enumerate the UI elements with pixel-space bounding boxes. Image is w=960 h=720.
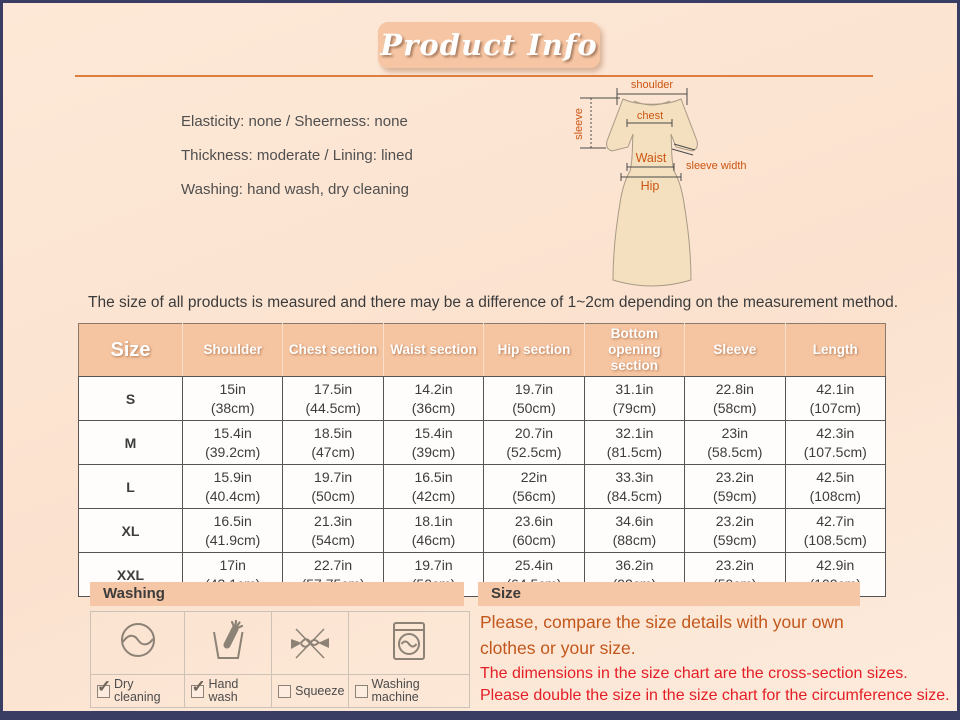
value-inches: 18.5in xyxy=(314,425,353,441)
table-row xyxy=(79,421,886,465)
value-cm: (42cm) xyxy=(411,487,456,504)
size-row-label: L xyxy=(79,465,183,509)
size-cell xyxy=(484,465,584,509)
value-cm: (44.5cm) xyxy=(305,399,361,416)
value-inches: 42.5in xyxy=(816,469,855,485)
washing-machine-icon xyxy=(386,618,432,664)
size-cell xyxy=(584,421,684,465)
size-cell xyxy=(785,377,885,421)
size-cell xyxy=(183,509,283,553)
size-cell xyxy=(685,421,785,465)
washing-section-header: Washing xyxy=(90,582,464,606)
value-cm: (107.5cm) xyxy=(803,443,867,460)
value-inches: 33.3in xyxy=(615,469,654,485)
value-inches: 14.2in xyxy=(414,381,453,397)
size-cell xyxy=(785,465,885,509)
value-inches: 23.2in xyxy=(715,557,754,573)
check-mark: ✓ xyxy=(191,676,206,696)
value-inches: 42.9in xyxy=(816,557,855,573)
size-cell xyxy=(584,509,684,553)
size-cell xyxy=(383,509,483,553)
size-cell xyxy=(283,509,383,553)
sleeve-label: sleeve xyxy=(573,108,585,140)
value-inches: 23.6in xyxy=(514,513,554,529)
size-chart-table xyxy=(78,323,886,597)
washing-option-label: Dry cleaning xyxy=(114,677,161,704)
value-inches: 18.1in xyxy=(414,513,453,529)
page-title: Product Info xyxy=(380,28,598,62)
value-cm: (50cm) xyxy=(311,487,355,504)
value-inches: 31.1in xyxy=(615,381,654,397)
washing-option xyxy=(185,675,272,708)
value-inches: 25.4in xyxy=(514,557,554,573)
size-cell xyxy=(685,377,785,421)
table-row xyxy=(79,465,886,509)
value-inches: 15in xyxy=(219,381,246,397)
detail-elasticity: Elasticity: none / Sheerness: none xyxy=(181,113,408,130)
size-cell xyxy=(584,465,684,509)
washing-checkbox[interactable] xyxy=(191,676,206,698)
page-title-banner xyxy=(378,22,600,68)
size-row-label: S xyxy=(79,377,183,421)
table-row xyxy=(79,509,886,553)
value-cm: (41.9cm) xyxy=(205,531,261,548)
hip-label: Hip xyxy=(640,179,660,193)
value-inches: 42.7in xyxy=(816,513,855,529)
size-cell xyxy=(584,377,684,421)
value-cm: (54cm) xyxy=(311,531,355,548)
size-cell xyxy=(183,377,283,421)
size-section-header: Size xyxy=(478,582,860,606)
value-cm: (38cm) xyxy=(210,399,255,416)
size-cell xyxy=(383,377,483,421)
size-cell xyxy=(785,421,885,465)
washing-option-label: Washing machine xyxy=(371,677,420,704)
washing-checkbox[interactable] xyxy=(97,676,112,698)
squeeze-icon xyxy=(287,618,333,664)
value-cm: (59cm) xyxy=(713,487,757,504)
value-cm: (59cm) xyxy=(713,531,757,548)
value-cm: (81.5cm) xyxy=(606,443,663,460)
value-cm: (58cm) xyxy=(713,399,757,416)
washing-icons-row xyxy=(91,612,470,675)
size-cell xyxy=(283,421,383,465)
size-cell xyxy=(183,465,283,509)
value-inches: 17in xyxy=(219,557,246,573)
value-cm: (88cm) xyxy=(612,531,657,548)
col-header-shoulder: Shoulder xyxy=(183,324,283,377)
size-compare-line-1: Please, compare the size details with your own xyxy=(480,612,844,632)
washing-labels-row xyxy=(91,675,470,708)
value-cm: (84.5cm) xyxy=(606,487,663,504)
washing-icon-cell xyxy=(348,612,469,675)
washing-option xyxy=(348,675,469,708)
value-inches: 15.4in xyxy=(213,425,252,441)
value-cm: (39cm) xyxy=(411,443,456,460)
size-row-label: M xyxy=(79,421,183,465)
detail-thickness: Thickness: moderate / Lining: lined xyxy=(181,147,413,164)
value-cm: (36cm) xyxy=(411,399,456,416)
washing-checkbox[interactable] xyxy=(278,685,291,698)
col-header-waist: Waist section xyxy=(383,324,483,377)
dress-measurement-diagram xyxy=(560,78,788,300)
washing-option xyxy=(272,675,348,708)
size-cell xyxy=(283,465,383,509)
washing-checkbox[interactable] xyxy=(355,685,368,698)
size-warning-line-1: The dimensions in the size chart are the cross-section sizes. xyxy=(480,665,908,682)
value-inches: 22in xyxy=(520,469,548,485)
value-inches: 15.4in xyxy=(414,425,453,441)
size-compare-line-2: clothes or your size. xyxy=(480,638,636,658)
check-mark: ✓ xyxy=(97,676,112,696)
value-inches: 20.7in xyxy=(514,425,554,441)
size-cell xyxy=(183,421,283,465)
value-inches: 15.9in xyxy=(213,469,252,485)
col-header-chest: Chest section xyxy=(283,324,383,377)
size-warning-note xyxy=(480,663,950,707)
size-row-label: XL xyxy=(79,509,183,553)
table-header-row xyxy=(79,324,886,377)
value-cm: (60cm) xyxy=(512,531,556,548)
col-header-hip: Hip section xyxy=(484,324,584,377)
col-header-size: Size xyxy=(79,324,183,377)
value-inches: 23.2in xyxy=(715,513,754,529)
washing-option xyxy=(91,675,185,708)
washing-care-grid xyxy=(90,611,470,708)
size-compare-note xyxy=(480,609,844,661)
value-cm: (50cm) xyxy=(512,399,556,416)
col-header-sleeve: Sleeve xyxy=(685,324,785,377)
value-cm: (46cm) xyxy=(411,531,456,548)
measurement-note: The size of all products is measured and there may be a difference of 1~2cm depending on the measurement method. xyxy=(88,294,899,311)
value-inches: 22.8in xyxy=(715,381,754,397)
value-inches: 23.2in xyxy=(715,469,754,485)
fabric-details xyxy=(181,113,413,215)
size-cell xyxy=(685,465,785,509)
value-cm: (58.5cm) xyxy=(707,443,763,460)
chest-label: chest xyxy=(636,110,664,122)
detail-washing: Washing: hand wash, dry cleaning xyxy=(181,181,409,198)
washing-icon-cell xyxy=(185,612,272,675)
value-cm: (52.5cm) xyxy=(506,443,562,460)
value-inches: 19.7in xyxy=(514,381,554,397)
size-cell xyxy=(484,509,584,553)
value-inches: 42.1in xyxy=(816,381,855,397)
value-cm: (40.4cm) xyxy=(205,487,261,504)
col-header-length: Length xyxy=(785,324,885,377)
value-inches: 16.5in xyxy=(414,469,453,485)
washing-option-label: Hand wash xyxy=(208,677,239,704)
title-divider-line xyxy=(75,75,873,77)
value-inches: 17.5in xyxy=(314,381,353,397)
value-inches: 16.5in xyxy=(213,513,252,529)
dry-cleaning-icon xyxy=(115,618,161,664)
value-inches: 21.3in xyxy=(314,513,353,529)
size-cell xyxy=(785,509,885,553)
size-cell xyxy=(484,421,584,465)
value-inches: 19.7in xyxy=(414,557,453,573)
size-cell xyxy=(383,465,483,509)
value-cm: (56cm) xyxy=(512,487,556,504)
value-inches: 19.7in xyxy=(314,469,353,485)
value-inches: 23in xyxy=(721,425,749,441)
waist-label: Waist xyxy=(635,151,667,165)
col-header-bottom-opening: Bottom opening section xyxy=(584,324,684,377)
value-inches: 32.1in xyxy=(615,425,654,441)
shoulder-label: shoulder xyxy=(630,79,674,91)
value-inches: 22.7in xyxy=(314,557,353,573)
size-row-label: XXL xyxy=(79,553,183,597)
size-cell xyxy=(283,377,383,421)
value-inches: 34.6in xyxy=(615,513,654,529)
size-table-body xyxy=(79,377,886,597)
value-cm: (47cm) xyxy=(311,443,355,460)
value-inches: 42.3in xyxy=(816,425,855,441)
size-warning-line-2: Please double the size in the size chart for the circumference size. xyxy=(480,687,950,704)
value-cm: (108.5cm) xyxy=(803,531,867,548)
washing-icon-cell xyxy=(272,612,348,675)
washing-icon-cell xyxy=(91,612,185,675)
value-cm: (107cm) xyxy=(809,399,861,416)
hand-wash-icon xyxy=(205,618,251,664)
table-row xyxy=(79,377,886,421)
value-cm: (79cm) xyxy=(612,399,657,416)
size-cell xyxy=(685,509,785,553)
size-cell xyxy=(484,377,584,421)
value-inches: 36.2in xyxy=(615,557,654,573)
sleeve-width-label: sleeve width xyxy=(686,160,747,172)
value-cm: (108cm) xyxy=(809,487,861,504)
washing-option-label: Squeeze xyxy=(295,683,345,698)
size-cell xyxy=(383,421,483,465)
value-cm: (39.2cm) xyxy=(205,443,261,460)
